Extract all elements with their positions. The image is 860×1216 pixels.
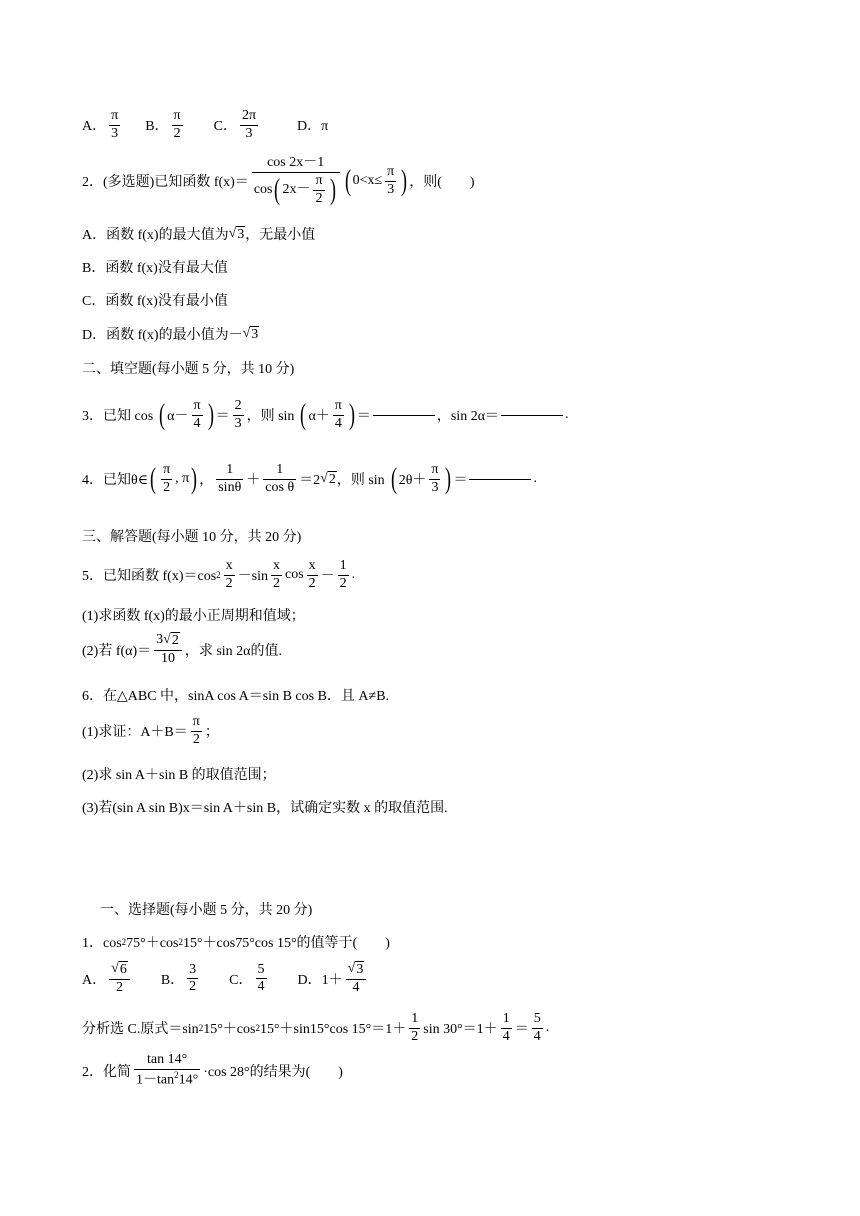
radicand: 3 xyxy=(251,326,259,342)
denominator: 4 xyxy=(257,979,265,995)
equals: ＝ xyxy=(514,1022,529,1038)
numerator: 5 xyxy=(257,961,265,977)
q6-part-1 xyxy=(82,714,219,749)
text: . xyxy=(565,407,569,423)
option-label: A． xyxy=(82,119,107,135)
plus: ＋ xyxy=(246,473,261,489)
denominator: 4 xyxy=(533,1028,541,1044)
section-heading-choice xyxy=(100,899,312,919)
denominator: 2 xyxy=(273,575,280,591)
radicand: 3 xyxy=(356,962,364,977)
expr: α＋ xyxy=(308,409,330,425)
expr: －sin xyxy=(237,569,268,585)
numerator: x xyxy=(273,558,280,573)
analysis-text: 分析选 C.原式＝sin xyxy=(82,1022,199,1038)
answer-blank xyxy=(373,415,435,416)
denominator: 4 xyxy=(193,415,201,431)
text: . xyxy=(533,471,537,487)
q1-options xyxy=(82,108,328,143)
superscript: 2 xyxy=(255,1023,260,1034)
denominator: 2 xyxy=(173,125,181,141)
den-expr: 2x－ xyxy=(282,181,311,197)
denominator: 2 xyxy=(339,575,347,591)
denominator: 2 xyxy=(115,979,123,995)
fraction xyxy=(187,962,198,997)
numerator: 2 xyxy=(234,398,242,413)
numerator: tan 14° xyxy=(147,1052,188,1067)
denominator: 3 xyxy=(387,181,395,197)
numerator: x xyxy=(308,558,316,573)
sub-question: ，求 sin 2α的值. xyxy=(184,643,283,659)
question-stem: 3．已知 cos xyxy=(82,409,154,425)
analysis-line xyxy=(82,1011,549,1046)
radicand: 6 xyxy=(119,962,127,977)
question-2: 2．(多选题)已知函数 f(x)＝ cos 2x－1 cos ( 2x－ $\frac{\pi}{2}$ ) ( 0<x≤ $\frac{\pi}{3}$ ) ，则( ) xyxy=(82,155,475,207)
expr: cos xyxy=(285,567,304,583)
fraction xyxy=(346,961,367,997)
denominator: 2 xyxy=(411,1028,419,1044)
sub-question: ； xyxy=(204,725,219,741)
question-5 xyxy=(82,558,355,593)
fraction xyxy=(224,558,235,593)
numerator: 1 xyxy=(226,462,234,477)
denominator: cos ( 2x－ $\frac{\pi}{2}$ ) xyxy=(253,172,336,207)
option-text: D．函数 f(x)的最小值为－ xyxy=(82,328,243,343)
numerator: 1 xyxy=(411,1011,419,1026)
denominator: 2 xyxy=(225,575,233,591)
superscript: 2 xyxy=(198,1023,204,1034)
option-text: ，无最小值 xyxy=(245,228,316,243)
denominator: 2 xyxy=(315,190,323,206)
fraction xyxy=(192,398,203,433)
analysis-text: sin 30°＝1＋ xyxy=(423,1022,498,1038)
numerator: 1 xyxy=(339,558,347,573)
q2-option-d xyxy=(82,324,259,344)
fraction xyxy=(532,1011,543,1046)
condition: 0<x≤ xyxy=(352,173,383,189)
fraction xyxy=(216,462,243,497)
q5-part-1 xyxy=(82,605,305,625)
q6-part-3 xyxy=(82,797,448,817)
fraction xyxy=(409,1011,420,1046)
numerator: 1 xyxy=(276,462,284,477)
analysis-text: 15°＋sin15°cos 15°＝1＋ xyxy=(259,1022,407,1038)
sub-question: (3)若(sin A sin B)x＝sin A＋sin B，试确定实数 x 的取值范围. xyxy=(82,801,448,816)
coef: 3 xyxy=(156,632,164,647)
option-label: B． xyxy=(160,972,185,988)
equals: ＝ xyxy=(356,409,371,425)
expr: 75°＋cos xyxy=(126,936,179,951)
numerator xyxy=(154,632,182,650)
fraction xyxy=(338,558,349,593)
fraction xyxy=(161,462,172,497)
numerator: π xyxy=(192,714,200,729)
denominator: 2 xyxy=(163,479,171,495)
question-4: 4．已知θ∈ ( $\frac{\pi}{2}$ , π ) ， $\frac{1}{\sin\theta}$ ＋ $\frac{1}{\text{cos θ}}$ ＝2 √ 2 ，则 sin ( 2θ＋ $\frac{\pi}{3}$ ) ＝ . xyxy=(82,462,537,496)
fraction xyxy=(256,962,267,997)
fraction xyxy=(252,155,340,207)
section-title: 三、解答题(每小题 10 分，共 20 分) xyxy=(82,530,302,545)
radicand: 3 xyxy=(237,226,245,242)
sqrt: √ 2 xyxy=(163,632,179,648)
numerator: π xyxy=(334,398,342,413)
superscript: 2 xyxy=(174,1069,179,1080)
fraction xyxy=(240,108,258,143)
sqrt: √ 2 xyxy=(320,470,336,487)
fraction xyxy=(501,1011,512,1046)
answer-blank xyxy=(501,415,563,416)
option-label: C． xyxy=(213,119,237,135)
question-stem: 2．(多选题)已知函数 f(x)＝ xyxy=(82,175,249,191)
q2-option-b xyxy=(82,257,228,277)
numerator: π xyxy=(315,172,323,188)
numerator: π xyxy=(431,462,439,477)
fraction xyxy=(233,398,244,433)
numerator: 1 xyxy=(502,1011,510,1026)
fraction xyxy=(109,961,130,997)
denominator: 4 xyxy=(334,415,342,431)
minus: － xyxy=(320,569,335,585)
sub-question: (1)求证：A＋B＝ xyxy=(82,725,188,741)
fraction xyxy=(429,462,440,497)
numerator xyxy=(109,961,130,979)
q5-part-2 xyxy=(82,632,282,668)
question-suffix: ·cos 28°的结果为( ) xyxy=(203,1064,343,1080)
numerator: cos 2x－1 xyxy=(267,155,325,170)
superscript: 2 xyxy=(216,570,221,581)
fraction xyxy=(154,632,182,668)
numerator: π xyxy=(111,108,119,123)
denominator: 4 xyxy=(502,1028,510,1044)
expr: α－ xyxy=(167,409,189,425)
fraction xyxy=(191,714,202,749)
fraction xyxy=(385,164,396,199)
superscript: 2 xyxy=(178,937,183,947)
option-label: D．1＋ xyxy=(297,972,343,988)
fraction xyxy=(263,462,296,497)
question-stem: 5．已知函数 f(x)＝cos xyxy=(82,569,217,585)
analysis-text: 15°＋cos xyxy=(203,1022,256,1038)
text: . xyxy=(545,1020,550,1036)
q2-option-c xyxy=(82,290,228,310)
option-label: B． xyxy=(145,119,169,135)
denominator: 2 xyxy=(189,979,197,995)
den-expr: 14° xyxy=(178,1072,199,1088)
fraction xyxy=(271,558,282,593)
question-stem: 6．在△ABC 中，sinA cos A＝sin B cos B．且 A≠B. xyxy=(82,689,390,704)
option-text: C．函数 f(x)没有最小值 xyxy=(82,294,228,309)
numerator: π xyxy=(173,108,181,123)
fraction xyxy=(172,108,183,143)
denominator: 3 xyxy=(245,125,253,141)
fraction xyxy=(109,108,120,143)
den-cos: cos xyxy=(253,181,273,197)
sqrt: √ 6 xyxy=(111,961,127,977)
fraction xyxy=(313,173,324,208)
text: ，则 sin xyxy=(336,473,385,489)
option-label: C． xyxy=(229,972,253,988)
text: ，则 sin xyxy=(246,409,295,425)
equals: ＝ xyxy=(453,473,468,489)
fraction xyxy=(307,558,318,593)
numerator: 3 xyxy=(189,961,197,977)
numerator: π xyxy=(193,398,201,413)
radicand: 2 xyxy=(328,471,336,487)
question-3: 3．已知 cos ( α－ $\frac{\pi}{4}$ ) ＝ $\frac{2}{3}$ ，则 sin ( α＋ $\frac{\pi}{4}$ ) ＝ ，sin 2α＝ . xyxy=(82,398,569,432)
superscript: 2 xyxy=(121,937,127,947)
problem-1 xyxy=(82,932,390,952)
section-title: 二、填空题(每小题 5 分，共 10 分) xyxy=(82,362,295,377)
option-label: D．π xyxy=(297,119,329,135)
numerator: 2π xyxy=(241,108,257,123)
denominator: 3 xyxy=(111,125,119,141)
problem-2 xyxy=(82,1052,343,1089)
denominator: 3 xyxy=(431,479,439,495)
section-heading-solve xyxy=(82,526,301,546)
option-text: B．函数 f(x)没有最大值 xyxy=(82,261,228,276)
expr: , π xyxy=(175,471,190,487)
option-label: A． xyxy=(82,972,107,988)
numerator: π xyxy=(387,163,395,179)
equals: ＝2 xyxy=(299,473,321,489)
denominator: cos θ xyxy=(265,479,295,495)
option-text: A．函数 f(x)的最大值为 xyxy=(82,228,229,243)
question-stem: 2．化简 xyxy=(82,1064,131,1080)
denominator: 2 xyxy=(308,575,316,591)
fraction xyxy=(333,398,344,433)
q6-part-2 xyxy=(82,764,276,784)
answer-blank xyxy=(469,479,531,480)
sub-question: (1)求函数 f(x)的最小正周期和值域； xyxy=(82,609,305,624)
section-title: 一、选择题(每小题 5 分，共 20 分) xyxy=(100,903,313,918)
fraction xyxy=(134,1052,200,1089)
numerator: x xyxy=(225,558,233,573)
denominator: 2 xyxy=(192,731,200,747)
denominator xyxy=(134,1070,200,1089)
sub-question: (2)若 f(α)＝ xyxy=(82,643,152,659)
problem-1-options xyxy=(82,961,369,997)
denominator: 3 xyxy=(234,415,242,431)
q2-option-a xyxy=(82,224,315,244)
den-expr: 1－tan xyxy=(136,1072,175,1088)
denominator: sinθ xyxy=(218,479,242,495)
equals: ＝ xyxy=(215,409,230,425)
denominator: 4 xyxy=(352,979,360,995)
denominator: 10 xyxy=(161,650,175,666)
question-suffix: ，则( ) xyxy=(409,175,475,191)
sqrt: √ 3 xyxy=(242,325,259,342)
text: . xyxy=(351,567,356,583)
question-stem: 1．cos xyxy=(82,936,122,951)
sqrt: √ 3 xyxy=(228,225,245,242)
text: ， xyxy=(199,473,214,489)
text: ，sin 2α＝ xyxy=(436,409,500,425)
section-heading-fill xyxy=(82,358,294,378)
radicand: 2 xyxy=(171,633,179,648)
numerator xyxy=(346,961,367,979)
expr: 2θ＋ xyxy=(398,473,427,489)
numerator: 5 xyxy=(533,1011,541,1026)
sqrt: √ 3 xyxy=(347,961,364,977)
numerator: π xyxy=(163,462,171,477)
expr: 15°＋cos75°cos 15°的值等于( ) xyxy=(182,936,390,951)
question-6 xyxy=(82,685,389,705)
question-stem: 4．已知θ∈ xyxy=(82,473,149,489)
sub-question: (2)求 sin A＋sin B 的取值范围； xyxy=(82,768,276,783)
